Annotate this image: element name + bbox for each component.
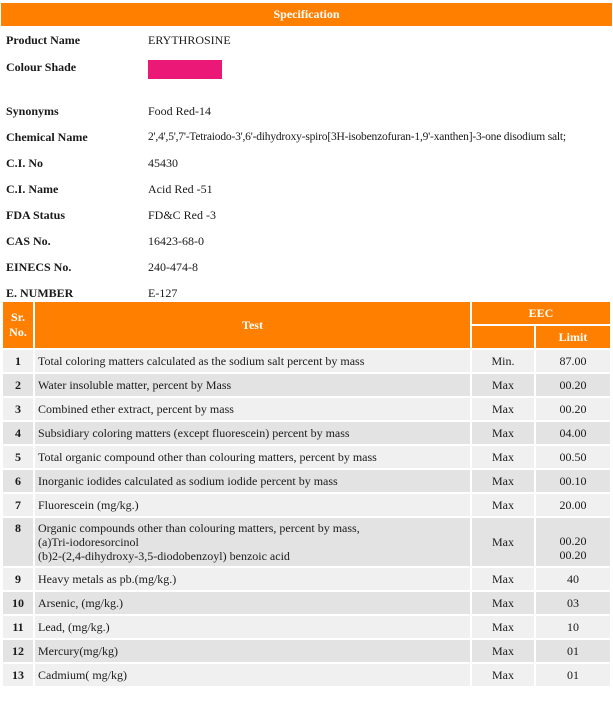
sr-no-header [3, 302, 33, 348]
specification-table [1, 1, 612, 307]
test-limit: 87.00 [536, 350, 610, 372]
spec-key: C.I. Name [1, 177, 144, 201]
spec-value: E-127 [148, 285, 178, 300]
spec-value: 240-474-8 [148, 259, 198, 274]
test-operator: Max [472, 592, 534, 614]
eec-operator-header [472, 326, 534, 348]
spec-key: Synonyms [1, 99, 144, 123]
test-row [3, 664, 610, 686]
spec-row-ci-name [1, 177, 612, 201]
sr-no: 5 [3, 446, 33, 468]
test-name: Water insoluble matter, percent by Mass [35, 374, 470, 396]
test-row [3, 446, 610, 468]
test-limit: 03 [536, 592, 610, 614]
test-limit: 01 [536, 640, 610, 662]
test-name: Subsidiary coloring matters (except fluorescein) percent by mass [35, 422, 470, 444]
spec-row-fda-status [1, 203, 612, 227]
test-row [3, 374, 610, 396]
test-limit: 04.00 [536, 422, 610, 444]
test-row [3, 568, 610, 590]
test-row [3, 398, 610, 420]
spec-value: Food Red-14 [148, 103, 211, 118]
test-name: Total organic compound other than colouring matters, percent by mass [35, 446, 470, 468]
tests-body [3, 350, 610, 686]
spec-key: Chemical Name [1, 125, 144, 149]
test-limit: 20.00 [536, 494, 610, 516]
test-limit: 00.20 [536, 398, 610, 420]
test-limit: 00.50 [536, 446, 610, 468]
test-header: Test [35, 302, 470, 348]
test-limit: 00.10 [536, 470, 610, 492]
test-operator: Max [472, 446, 534, 468]
spec-row-product-name [1, 28, 612, 52]
sr-no: 6 [3, 470, 33, 492]
sr-no: 10 [3, 592, 33, 614]
test-row [3, 350, 610, 372]
sr-no: 3 [3, 398, 33, 420]
spec-value: FD&C Red -3 [148, 207, 217, 222]
test-operator: Max [472, 640, 534, 662]
spec-row-einecs-no [1, 255, 612, 279]
test-operator: Max [472, 422, 534, 444]
spec-row-cas-no [1, 229, 612, 253]
test-name: Heavy metals as pb.(mg/kg.) [35, 568, 470, 590]
test-name: Organic compounds other than colouring matters, percent by mass, [38, 521, 360, 535]
spec-key: CAS No. [1, 229, 144, 253]
spec-key: C.I. No [1, 151, 144, 175]
spec-row-synonyms [1, 99, 612, 123]
test-operator: Min. [472, 350, 534, 372]
test-operator: Max [472, 494, 534, 516]
sr-no: 8 [3, 518, 33, 566]
test-limit: 00.20 [559, 533, 587, 548]
test-name: Combined ether extract, percent by mass [35, 398, 470, 420]
test-sub-a: (a)Tri-iodoresorcinol [38, 535, 139, 549]
colour-swatch [148, 60, 222, 79]
spec-row-colour-shade [1, 54, 612, 97]
test-name: Mercury(mg/kg) [35, 640, 470, 662]
sr-no: 12 [3, 640, 33, 662]
specification-header: Specification [1, 3, 612, 26]
test-operator: Max [472, 398, 534, 420]
spec-key: FDA Status [1, 203, 144, 227]
sr-no: 4 [3, 422, 33, 444]
limit-header: Limit [536, 326, 610, 348]
tests-table [1, 300, 612, 688]
test-sub-b: (b)2-(2,4-dihydroxy-3,5-diodobenzoyl) benzoic acid [38, 549, 290, 563]
test-name: Fluorescein (mg/kg.) [35, 494, 470, 516]
test-limit: 40 [536, 568, 610, 590]
test-operator: Max [472, 616, 534, 638]
test-name: Inorganic iodides calculated as sodium iodide percent by mass [35, 470, 470, 492]
sr-header-line: Sr. [11, 310, 25, 324]
test-name: Lead, (mg/kg.) [35, 616, 470, 638]
eec-header: EEC [472, 302, 610, 324]
spec-value: Acid Red -51 [148, 181, 213, 196]
spec-row-ci-no [1, 151, 612, 175]
spec-key: Colour Shade [1, 54, 144, 97]
test-limit: 10 [536, 616, 610, 638]
sr-no: 9 [3, 568, 33, 590]
test-operator: Max [472, 518, 534, 566]
spec-row-chemical-name [1, 125, 612, 149]
test-row [3, 616, 610, 638]
test-limit: 01 [536, 664, 610, 686]
test-operator: Max [472, 664, 534, 686]
spec-value: ERYTHROSINE [148, 32, 231, 47]
sr-no: 13 [3, 664, 33, 686]
test-operator: Max [472, 374, 534, 396]
test-limit: 00.20 [536, 374, 610, 396]
no-header-line: No. [9, 325, 27, 339]
spec-value: 2',4',5',7'-Tetraiodo-3',6'-dihydroxy-spiro[3H-isobenzofuran-1,9'-xanthen]-3-one disodium salt; [148, 131, 566, 143]
test-limit-2: 00.20 [559, 547, 587, 562]
test-row [3, 470, 610, 492]
spec-key: EINECS No. [1, 255, 144, 279]
sr-no: 2 [3, 374, 33, 396]
spec-value: 45430 [148, 155, 178, 170]
test-row [3, 494, 610, 516]
test-name: Total coloring matters calculated as the sodium salt percent by mass [35, 350, 470, 372]
test-operator: Max [472, 470, 534, 492]
sr-no: 7 [3, 494, 33, 516]
spec-key: E. NUMBER [1, 281, 144, 305]
sr-no: 11 [3, 616, 33, 638]
spec-value: 16423-68-0 [148, 233, 204, 248]
test-row [3, 422, 610, 444]
test-operator: Max [472, 568, 534, 590]
test-name: Cadmium( mg/kg) [35, 664, 470, 686]
sr-no: 1 [3, 350, 33, 372]
spec-key: Product Name [1, 28, 144, 52]
test-row [3, 640, 610, 662]
test-row [3, 592, 610, 614]
test-row [3, 518, 610, 566]
test-name: Arsenic, (mg/kg.) [35, 592, 470, 614]
